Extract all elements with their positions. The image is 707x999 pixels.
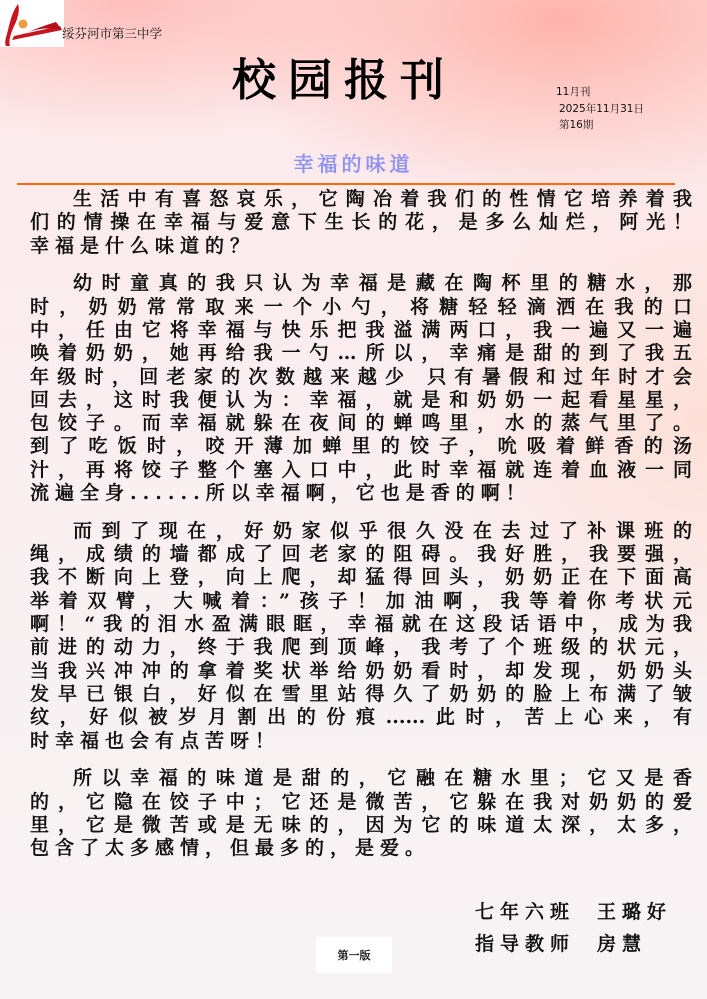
issue-info bbox=[556, 84, 644, 134]
issue-number: 第16期 bbox=[559, 119, 594, 131]
paragraph bbox=[30, 520, 692, 753]
paragraph-line: 绳，成绩的墙都成了回老家的阻碍。我好胜，我要强， bbox=[30, 543, 692, 566]
newspaper-title: 校园报刊 bbox=[232, 55, 456, 106]
paragraph-line: 幸福是什么味道的？ bbox=[30, 234, 256, 257]
paragraph-line: 包饺子。而幸福就躲在夜间的蝉鸣里，水的蒸气里了。 bbox=[30, 412, 692, 435]
paragraph-line: 包含了太多感情，但最多的，是爱。 bbox=[30, 837, 431, 860]
paragraph-line: 汁，再将饺子整个塞入口中，此时幸福就连着血液一同 bbox=[30, 458, 692, 481]
paragraph-line: 里，它是微苦或是无味的，因为它的味道太深，太多， bbox=[30, 813, 692, 836]
paragraph-line: 到了吃饭时，咬开薄加蝉里的饺子，吮吸着鲜香的汤 bbox=[30, 435, 692, 458]
paragraph-line: 举着双臂，大喊着：”孩子！加油啊，我等着你考状元 bbox=[30, 589, 692, 612]
paragraph-line: 纹，好似被岁月割出的份痕......此时，苦上心来，有 bbox=[30, 706, 692, 729]
issue-date: 2025年11月31日 bbox=[559, 102, 644, 115]
edition-label: 第一版 bbox=[316, 937, 392, 973]
class-label: 七年六班 bbox=[475, 901, 576, 923]
article-title: 幸福的味道 bbox=[293, 152, 414, 176]
teacher-name: 房慧 bbox=[597, 933, 648, 955]
paragraph-line: 幼时童真的我只认为幸福是藏在陶杯里的糖水，那 bbox=[73, 272, 692, 295]
paragraph-line: 流遍全身......所以幸福啊，它也是香的啊！ bbox=[30, 482, 531, 505]
paragraph-line: 时幸福也会有点苦呀！ bbox=[30, 729, 281, 752]
paragraph bbox=[30, 767, 692, 860]
paragraph-line: 前进的动力，终于我爬到顶峰，我考了个班级的状元， bbox=[30, 636, 692, 659]
paragraph-line: 我不断向上登，向上爬，却猛得回头，奶奶正在下面高 bbox=[30, 566, 692, 589]
teacher-line bbox=[475, 929, 647, 956]
author-line bbox=[475, 897, 672, 924]
paragraph-line: 所以幸福的味道是甜的，它融在糖水里；它又是香 bbox=[73, 767, 692, 790]
article-body bbox=[30, 188, 692, 861]
paragraph bbox=[30, 272, 692, 505]
paragraph-line: 们的情操在幸福与爱意下生长的花，是多么灿烂，阿光！ bbox=[30, 211, 692, 234]
divider bbox=[17, 183, 675, 185]
school-logo-icon bbox=[0, 0, 64, 47]
paragraph-line: 生活中有喜怒哀乐，它陶冶着我们的性情它培养着我 bbox=[73, 188, 692, 210]
paragraph-line: 时，奶奶常常取来一个小勺，将糖轻轻滴洒在我的口 bbox=[30, 295, 692, 318]
author-name: 王璐好 bbox=[597, 901, 673, 923]
paragraph-line: 发早已银白，好似在雪里站得久了奶奶的脸上布满了皱 bbox=[30, 682, 692, 705]
school-logo bbox=[0, 0, 64, 47]
school-name: 绥芬河市第三中学 bbox=[62, 26, 163, 41]
paragraph-line: 当我兴冲冲的拿着奖状举给奶奶看时，却发现，奶奶头 bbox=[30, 659, 692, 682]
paragraph bbox=[30, 188, 692, 258]
issue-month: 11月刊 bbox=[556, 86, 591, 98]
paragraph-line: 回去，这时我便认为：幸福，就是和奶奶一起看星星， bbox=[30, 388, 692, 411]
paragraph-line: 而到了现在，好奶家似乎很久没在去过了补课班的 bbox=[73, 519, 692, 542]
paragraph-line: 的，它隐在饺子中；它还是微苦，它躲在我对奶奶的爱 bbox=[30, 790, 692, 813]
paragraph-line: 年级时，回老家的次数越来越少 只有暑假和过年时才会 bbox=[30, 365, 692, 388]
paragraph-line: 中，任由它将幸福与快乐把我溢满两口，我一遍又一遍 bbox=[30, 318, 692, 341]
paragraph-line: 唤着奶奶，她再给我一勺…所以，幸痛是甜的到了我五 bbox=[30, 342, 692, 365]
teacher-label: 指导教师 bbox=[475, 933, 576, 955]
paragraph-line: 啊！“我的泪水盈满眼眶，幸福就在这段话语中，成为我 bbox=[30, 613, 692, 636]
